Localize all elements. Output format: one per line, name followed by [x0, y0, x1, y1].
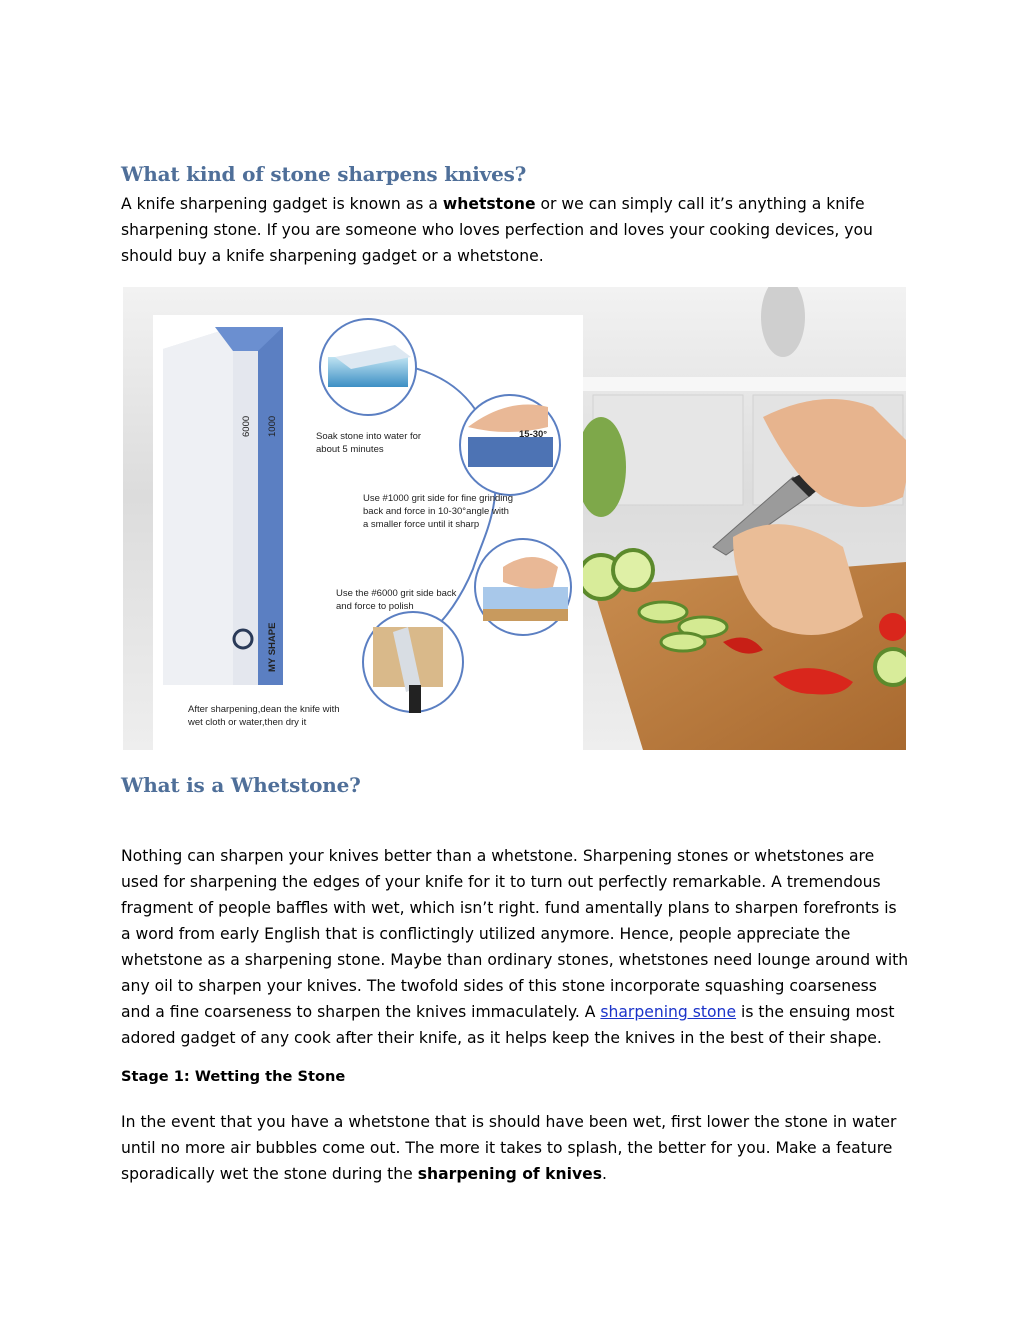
stage-text-end: . [601, 1165, 607, 1183]
sharpening-of-knives-bold: sharpening of knives [417, 1165, 602, 1183]
svg-text:wet cloth or water,then dry it: wet cloth or water,then dry it [188, 717, 307, 728]
svg-text:After sharpening,dean the knif: After sharpening,dean the knife with [188, 704, 340, 715]
grit-1000-label: 1000 [267, 415, 278, 437]
step-4-illustration [363, 612, 463, 713]
illustration-svg [123, 287, 906, 750]
angle-label: 15-30° [519, 429, 548, 440]
svg-text:about 5 minutes: about 5 minutes [316, 444, 384, 455]
section-heading-stone-type: What kind of stone sharpens knives? [121, 162, 527, 186]
svg-text:Use #1000 grit side for fine g: Use #1000 grit side for fine grinding [363, 493, 513, 504]
intro-paragraph [121, 191, 911, 269]
section-heading-whetstone: What is a Whetstone? [121, 773, 361, 797]
svg-text:Use the #6000 grit side back: Use the #6000 grit side back [336, 588, 457, 599]
svg-text:Soak stone into water for: Soak stone into water for [316, 431, 422, 442]
intro-text-end: or we can simply call it’s anything a knife sharpening stone. If you are someone who loves perfection and loves your cooking devices, you should buy a knife sharpening gadget or a whetstone. [121, 195, 873, 265]
brand-label: MY SHAPE [267, 622, 278, 672]
stage-1-paragraph [121, 1109, 911, 1187]
whetstone-text-end: is the ensuing most adored gadget of any cook after their knife, as it helps keep the knives in the best of their shape. [121, 1003, 895, 1047]
sharpening-stone-link[interactable]: sharpening stone [600, 1003, 737, 1021]
step-2-illustration [460, 395, 560, 495]
stage-1-title: Stage 1: Wetting the Stone [121, 1068, 346, 1085]
stage-text-start: In the event that you have a whetstone that is should have been wet, first lower the stone in water until no more air bubbles come out. The more it takes to splash, the better for you. Make a feature sporadically wet the stone during the [121, 1113, 897, 1183]
intro-text-start: A knife sharpening gadget is known as a [121, 195, 443, 213]
svg-text:and force to polish: and force to polish [336, 601, 414, 612]
whetstone-block [163, 327, 283, 685]
whetstone-text-start: Nothing can sharpen your knives better than a whetstone. Sharpening stones or whetstones are used for sharpening the edges of your knife for it to turn out perfectly remarkable. A tremendous fragment of people baffles with wet, which isn’t right. fund amentally plans to sharpen forefronts is a word from early English that is conflictingly utilized anymore. Hence, people appreciate the whetstone as a sharpening stone. Maybe than ordinary stones, whetstones need lounge around with any oil to sharpen your knives. The twofold sides of this stone incorporate squashing coarseness and a fine coarseness to sharpen the knives immaculately. A [121, 847, 909, 1021]
step-3-illustration [475, 539, 571, 635]
svg-text:a smaller force until it sharp: a smaller force until it sharp [363, 519, 480, 530]
whetstone-paragraph [121, 843, 911, 1051]
lettuce [576, 417, 626, 517]
step-1-illustration [320, 319, 416, 415]
grit-6000-label: 6000 [241, 415, 252, 437]
svg-text:back and force in 10-30°angle: back and force in 10-30°angle with [363, 506, 509, 517]
whetstone-bold: whetstone [442, 195, 536, 213]
whetstone-illustration [123, 287, 906, 750]
